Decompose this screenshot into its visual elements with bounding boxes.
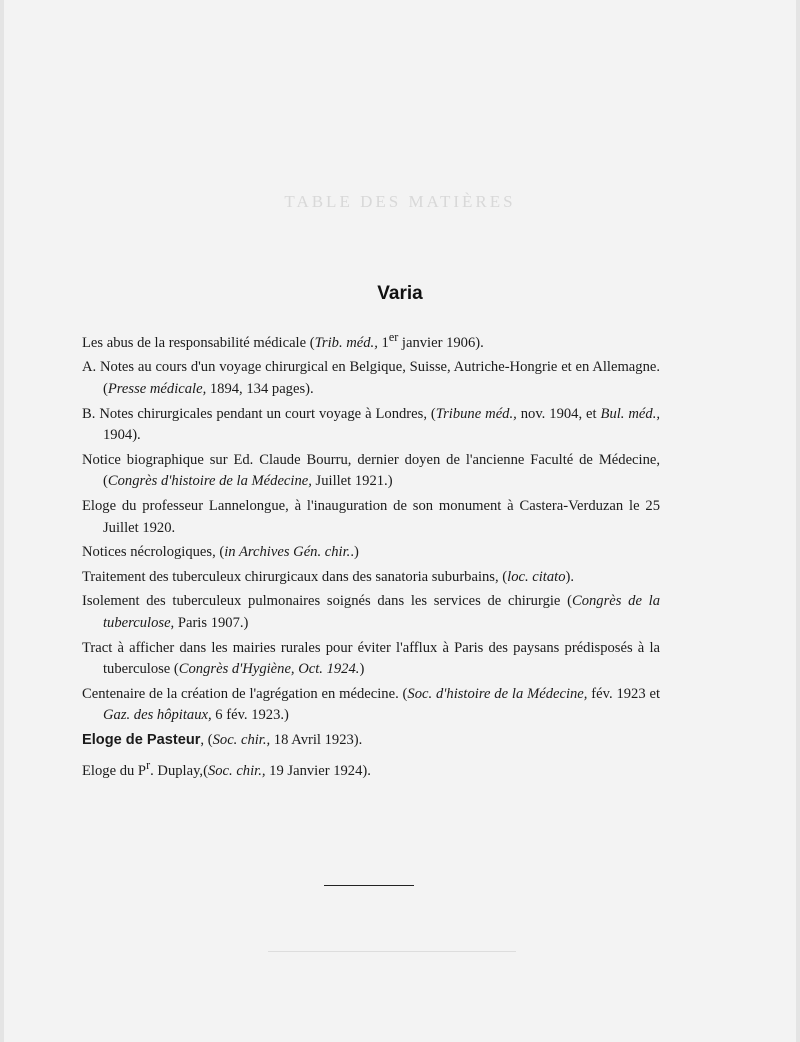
bibliography-entry bbox=[82, 542, 660, 564]
entry-text: r bbox=[146, 757, 151, 772]
entry-citation: Tribune méd., bbox=[435, 405, 517, 422]
bleed-through-rule bbox=[268, 951, 516, 952]
entry-text: Tract à afficher dans les mairies rurales pour éviter l'afflux à Paris des paysans prédisposés à la tuberculose ( bbox=[82, 639, 660, 678]
entry-text: Paris 1907.) bbox=[174, 614, 249, 631]
bibliography-entry bbox=[82, 684, 660, 727]
entry-text: janvier 1906). bbox=[398, 334, 484, 351]
entry-citation: loc. citato bbox=[507, 568, 566, 585]
entry-text: 19 Janvier 1924). bbox=[265, 762, 371, 779]
entry-text: Centenaire de la création de l'agrégation en médecine. ( bbox=[82, 685, 408, 702]
entry-text: nov. 1904, et bbox=[516, 405, 601, 422]
entry-citation: Soc. chir., bbox=[207, 762, 266, 779]
entry-text: ). bbox=[565, 568, 575, 585]
entry-text: 1904). bbox=[103, 427, 141, 444]
bibliography-entry bbox=[82, 357, 660, 400]
entry-text: B. Notes chirurgicales pendant un court voyage à Londres, ( bbox=[82, 405, 436, 422]
bleed-through-title: TABLE DES MATIÈRES bbox=[284, 192, 516, 211]
entry-text: Isolement des tuberculeux pulmonaires soignés dans les services de chirurgie ( bbox=[82, 593, 572, 610]
entry-text: Les abus de la responsabilité médicale ( bbox=[82, 334, 315, 351]
entry-text: Eloge du professeur Lannelongue, à l'inauguration de son monument à Castera-Verduzan le 25 Juillet 1920. bbox=[82, 498, 660, 536]
entry-text: Traitement des tuberculeux chirurgicaux dans des sanatoria suburbains, ( bbox=[82, 568, 508, 585]
entry-text: A. Notes au cours d'un voyage chirurgical en Belgique, Suisse, Autriche-Hongrie et en Allemagne. ( bbox=[82, 359, 660, 398]
entry-citation: Gaz. des hôpitaux, bbox=[103, 707, 212, 724]
bibliography-entry bbox=[82, 591, 660, 634]
entry-text: . Duplay,( bbox=[150, 762, 208, 779]
bibliography-entry bbox=[82, 496, 660, 539]
entry-text: Eloge de Pasteur bbox=[82, 731, 201, 748]
bibliography-entry bbox=[82, 404, 660, 447]
bibliography-entry bbox=[82, 567, 660, 589]
entry-text: 1 bbox=[377, 334, 389, 351]
bibliography-entry bbox=[82, 638, 660, 681]
entry-text: .) bbox=[350, 544, 359, 561]
entry-citation: Congrès de la tuberculose, bbox=[103, 593, 660, 631]
entry-citation: in Archives Gén. chir. bbox=[224, 544, 351, 561]
entry-text: Juillet 1921.) bbox=[311, 473, 393, 490]
entry-citation: Bul. méd., bbox=[600, 405, 661, 422]
entry-text: fév. 1923 et bbox=[587, 685, 660, 702]
closing-rule bbox=[324, 885, 414, 886]
entry-citation: Presse médicale, bbox=[107, 381, 207, 398]
entry-citation: Congrès d'Hygiène, Oct. 1924. bbox=[178, 661, 360, 678]
entry-citation: Trib. méd., bbox=[314, 334, 378, 351]
entry-text: er bbox=[388, 330, 399, 344]
entry-text: , ( bbox=[200, 731, 213, 748]
entry-text: 1894, 134 pages). bbox=[206, 381, 314, 398]
section-heading: Varia bbox=[377, 283, 423, 304]
entry-text: Notices nécrologiques, ( bbox=[82, 544, 225, 561]
entry-text: ) bbox=[359, 661, 365, 678]
bibliography-entry bbox=[82, 755, 660, 782]
entry-text: Notice biographique sur Ed. Claude Bourru, dernier doyen de l'ancienne Faculté de Médecine, ( bbox=[82, 451, 660, 490]
bibliography-entry bbox=[82, 327, 660, 354]
bibliography-entry bbox=[82, 730, 660, 752]
bibliography-entry bbox=[82, 450, 660, 493]
entry-citation: Congrès d'histoire de la Médecine, bbox=[107, 473, 312, 490]
entry-list bbox=[82, 327, 660, 785]
entry-citation: Soc. chir., bbox=[212, 731, 271, 748]
entry-citation: Soc. d'histoire de la Médecine, bbox=[407, 685, 588, 702]
entry-text: 6 fév. 1923.) bbox=[211, 707, 289, 724]
entry-text: 18 Avril 1923). bbox=[270, 731, 363, 748]
entry-text: Eloge du P bbox=[82, 762, 147, 779]
